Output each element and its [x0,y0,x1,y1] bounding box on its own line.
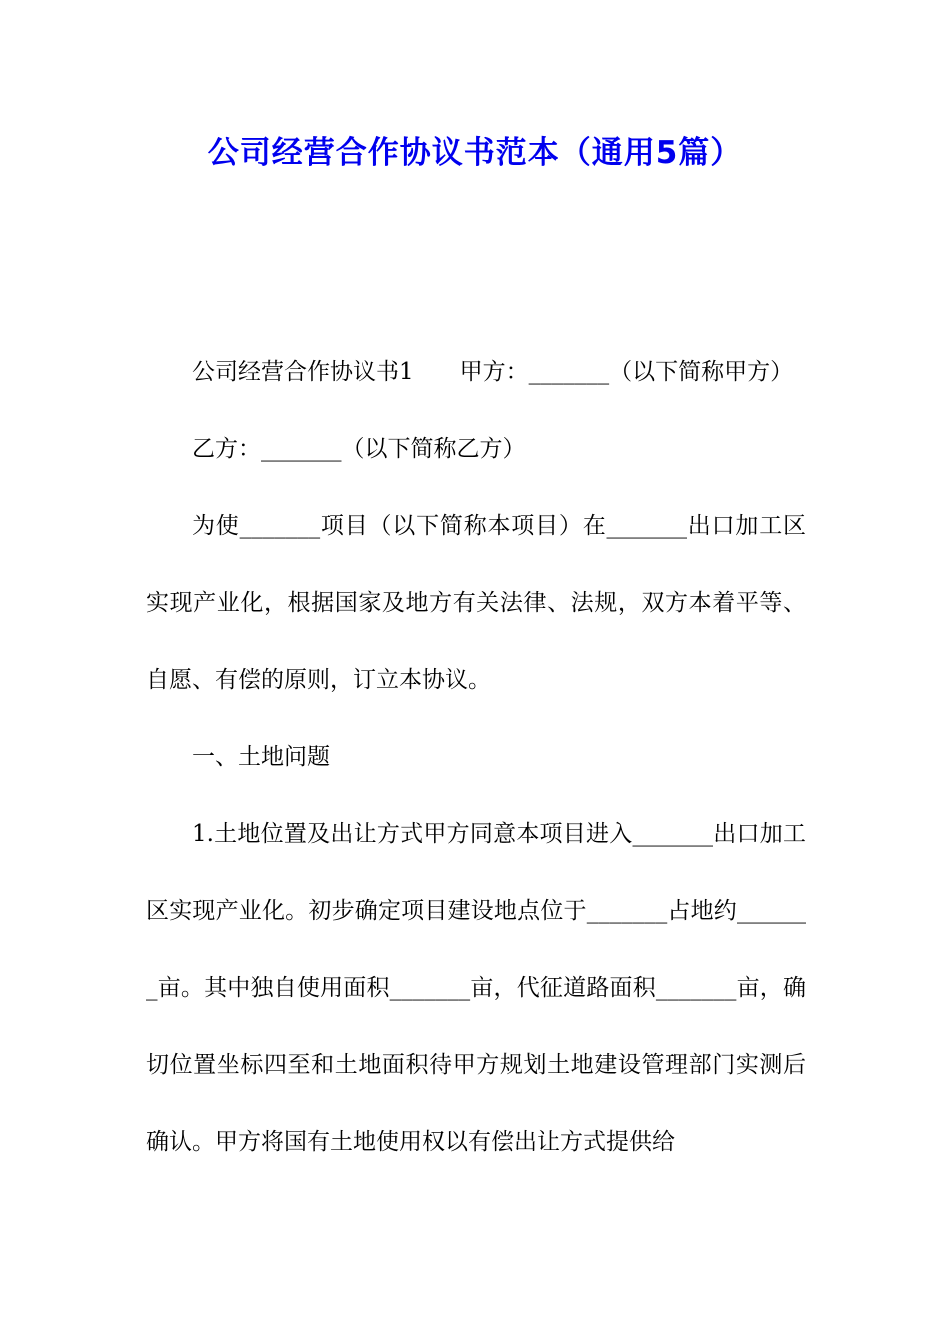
paragraph-party-b: 乙方：_______（以下简称乙方） [192,436,526,462]
paragraph-purpose: 为使_______项目（以下简称本项目）在_______出口加工区实现产业化，根据国家及地方有关法律、法规，双方本着平等、自愿、有偿的原则，订立本协议。 [146,513,806,693]
document-title: 公司经营合作协议书范本（通用5篇） [207,135,743,171]
paragraph-land-location: 1.土地位置及出让方式甲方同意本项目进入_______出口加工区实现产业化。初步确定项目建设地点位于_______占地约_______亩。其中独自使用面积_______亩，代征道路面积_______亩，确切位置坐标四至和土地面积待甲方规划土地建设管理部门实测后确认。甲方将国有土地使用权以有偿出让方式提供给 [146,821,806,1155]
document-body [146,334,806,1181]
section-heading-land: 一、土地问题 [192,744,330,770]
paragraph-party-a: 公司经营合作协议书1 甲方：_______（以下简称甲方） [192,359,794,385]
